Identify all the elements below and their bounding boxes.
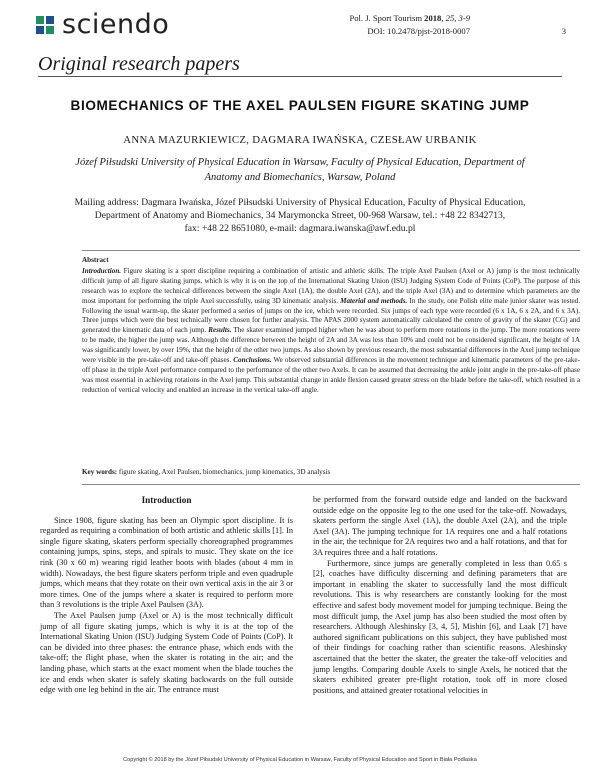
- page-number: 3: [561, 26, 566, 36]
- section-divider: [38, 76, 562, 77]
- body-paragraph: be performed from the forward outside edge and landed on the backward outside edge on the opposite leg to the one used for the take-off. Nowadays, skaters perform the single Axel (1A), the double Axel (2A), and the triple Axel (3A). The jumping technique for 1A requires one and a half rotations in the air, the technique for 2A requires two and a half rotations, and that for 3A requires three and a half rotations.: [313, 495, 567, 557]
- logo-text: sciendo: [62, 9, 170, 40]
- keywords-label: Key words:: [82, 468, 118, 476]
- mailing-line: Mailing address: Dagmara Iwańska, Józef Piłsudski University of Physical Education, Faculty of Physical Education,: [74, 197, 526, 208]
- introduction-heading: Introduction: [141, 495, 192, 505]
- body-paragraph: The Axel Paulsen jump (Axel or A) is the most technically difficult jump of all figure skating jumps, which is why it is at the top of the International Skating Union (ISU) Judging System Code of Points (CoP). It can be divided into three phases: the entrance phase, which ends with the take-off; the flight phase, when the skater is rotating in the air; and the landing phase, which starts at the exact moment when the blade touches the ice and ends when skater is safely skating backwards on the full outside edge with one leg behind in the air. The entrance must: [40, 610, 293, 695]
- copyright-footer: Copyright © 2018 by the Józef Piłsudski University of Physical Education in Warsaw, Faculty of Physical Education and Sport in Biała Podlaska: [123, 757, 477, 763]
- doi-line: DOI: 10.2478/pjst-2018-0007: [367, 26, 470, 36]
- mailing-address: [40, 196, 560, 235]
- body-paragraph: Furthermore, since jumps are generally completed in less than 0.65 s [2], coaches have difficulty discerning and defining parameters that are important in enabling the skater to successfully land the most difficult revolutions. This is why researchers are constantly looking for the most effective and safest body movement model for jumping technique. Being the most difficult jump, the Axel jump has also been studied the most often by researchers. Although Aleshinsky [3, 4, 5], Mishin [6], and Laak [7] have authored significant publications on this subject, they have published most of their findings for coaching rather than scientific reasons. Aleshinsky ascertained that the better the skater, the greater the take-off velocities and jump lengths. Comparing double Axels to single Axels, he noticed that the skaters exhibited greater pre-flight rotation, took off in more closed positions, and attained greater rotational velocities in: [313, 558, 567, 695]
- mailing-line: fax: +48 22 8651080, e-mail: dagmara.iwanska@awf.edu.pl: [184, 223, 416, 234]
- abstract-conclusions-label: Conclusions.: [233, 356, 272, 365]
- body-column-right: [313, 495, 567, 696]
- affiliation-line: Anatomy and Biomechanics, Warsaw, Poland: [204, 172, 396, 183]
- paper-title: BIOMECHANICS OF THE AXEL PAULSEN FIGURE SKATING JUMP: [70, 98, 530, 113]
- abstract-conclusions-text: We observed substantial differences in the movement technique and kinematic parameters of the pre-take-off phase in the triple Axel performance compared to the performance of the other two Axels. It can be assumed that decreasing the ankle joint angle in the pre-take-off phase was most essential in achieving rotations in the Axel jump. This substantial change in ankle flexion caused greater stress on the blade before the take-off, which resulted in a reduction of vertical velocity and enabled an increase in the vertical take-off angle.: [82, 356, 580, 394]
- abstract-heading: Abstract: [82, 256, 109, 264]
- affiliation: [50, 155, 550, 185]
- abstract-methods-text: In the study, one Polish elite male junior skater was tested. Following the usual warm-up, the skater performed a series of jumps on the ice, which were recorded. Six jumps of each type were recorded (6 x 1A, 6 x 2A, and 6 x 3A). Three jumps which were the best technically were chosen for further analysis. The APAS 2000 system automatically calculated the centre of gravity of the skater (CG) and generated the kinematic data of each jump.: [82, 296, 580, 335]
- abstract-methods-label: Material and methods.: [340, 296, 408, 305]
- paper-authors: ANNA MAZURKIEWICZ, DAGMARA IWAŃSKA, CZESŁAW URBANIK: [123, 134, 477, 146]
- abstract-top-divider: [82, 250, 580, 251]
- journal-line: Pol. J. Sport Tourism 2018, 25, 3-9: [349, 13, 470, 23]
- journal-citation: [349, 12, 470, 38]
- affiliation-line: Józef Piłsudski University of Physical Education in Warsaw, Faculty of Physical Education, Department of: [75, 157, 525, 168]
- body-paragraph: Since 1908, figure skating has been an Olympic sport discipline. It is regarded as requiring a combination of both artistic and athletic skills [1]. In single figure skating, skaters perform specially choreographed programmes containing jumps, spins, steps, and spirals to music. They skate on the ice rink (30 x 60 m) wearing rigid leather boots with blades (about 4 mm in width). Nowadays, the best figure skaters perform triple and even quadruple jumps, which means that they rotate on their own vertical axis in the air 3 or more times. One of the jumps where a skater is required to perform more than 3 revolutions is the triple Axel Paulsen (3A).: [40, 515, 293, 610]
- keywords: [82, 468, 580, 476]
- sciendo-logo-icon: [34, 14, 56, 36]
- keywords-text: figure skating, Axel Paulsen, biomechanics, jump kinematics, 3D analysis: [117, 468, 331, 476]
- sciendo-logo: [34, 11, 169, 38]
- abstract-results-label: Results.: [208, 326, 232, 335]
- abstract-intro-label: Introduction.: [82, 266, 122, 275]
- abstract-intro-text: Figure skating is a sport discipline requiring a combination of artistic and athletic skills. The triple Axel Paulsen (Axel or A) jump is the most technically difficult jump of all figure skating jumps, which is why it is on the top of the International Skating Union (ISU) Judging System Code of Points (CoP). The purpose of this research was to explore the technical differences between the single Axel (1A), the double Axel (2A), and the triple Axel (3A) and to determine which parameters are the most important for performing the triple Axel successfully, using 3D kinematic analysis.: [82, 266, 580, 305]
- body-column-left: [40, 495, 293, 696]
- abstract-bottom-divider: [82, 484, 580, 485]
- abstract: [82, 256, 580, 396]
- mailing-line: Department of Anatomy and Biomechanics, 34 Marymoncka Street, 00-968 Warsaw, tel.: +48 22 8342713,: [94, 210, 506, 221]
- abstract-results-text: The skater examined jumped higher when he was about to perform more rotations in the jump. The more rotations were to be made, the higher the jump was. Although the difference between the height of 2A and 3A was less than 10% and could not be considered significant, the height of 1A was significantly lower, by over 19%, that the height of the other two jumps. As also shown by previous research, the most substantial differences in the Axel jump technique were visible in the pre-take-off and take-off phases.: [82, 326, 581, 365]
- section-label: Original research papers: [38, 53, 240, 75]
